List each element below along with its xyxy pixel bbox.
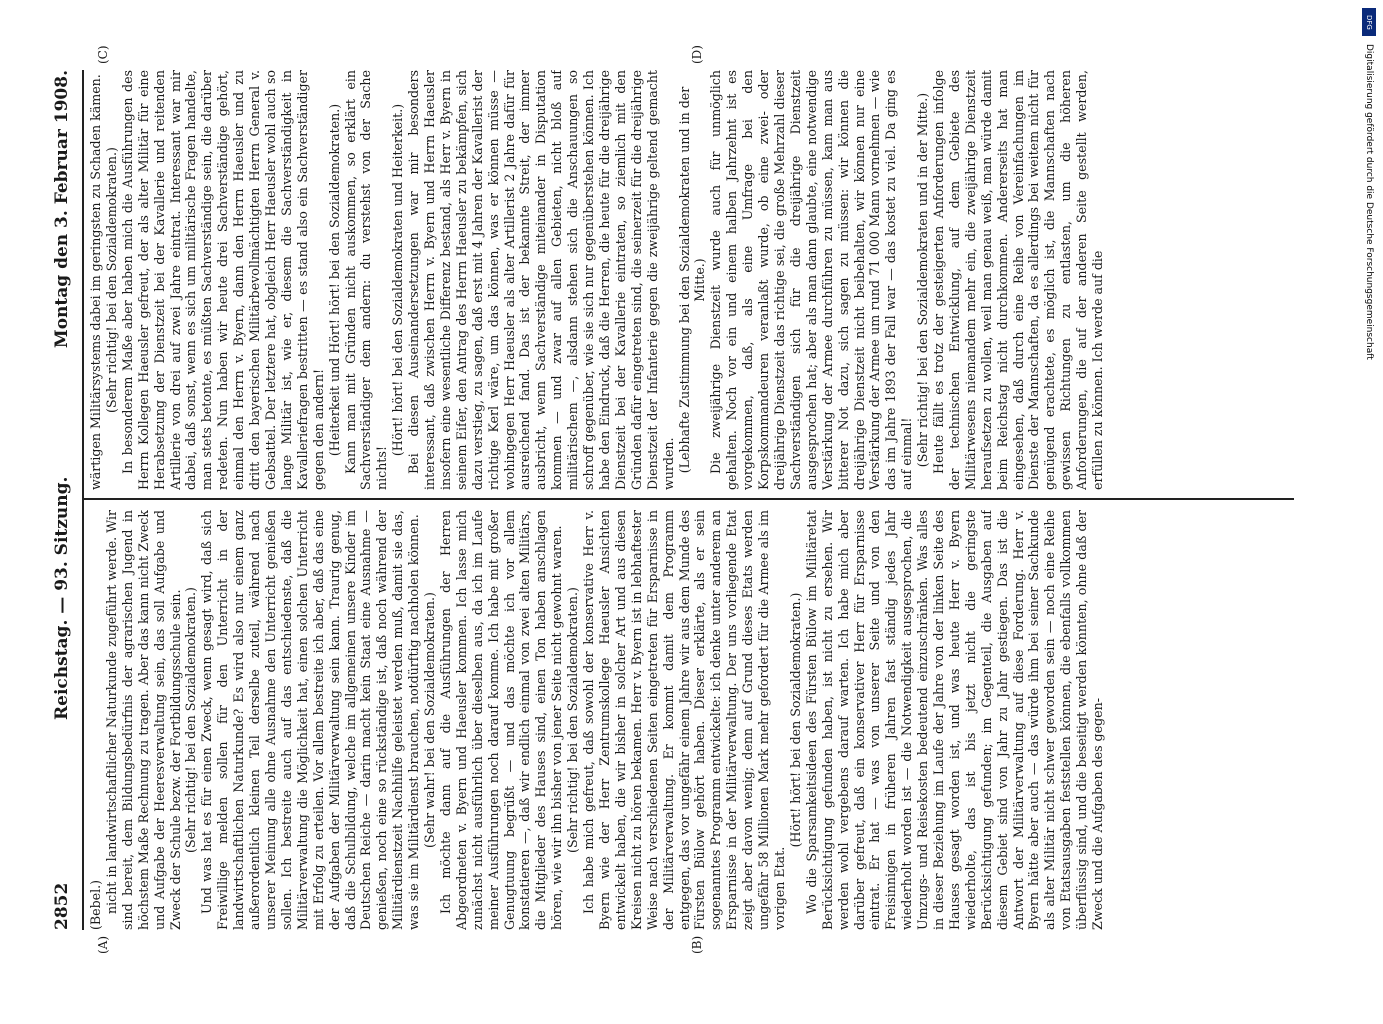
header-title-left: Reichstag. — 93. Sitzung. — [52, 476, 72, 720]
interjection: (Sehr richtig! bei den Sozialdemokraten.) — [183, 587, 199, 853]
text-column-right — [88, 70, 1288, 490]
header-title-right: Montag den 3. Februar 1908. — [52, 70, 72, 349]
margin-mark-d: (D) — [690, 45, 704, 64]
paragraph: Die zweijährige Dienstzeit wurde auch für unmöglich gehalten. Noch vor ein und einem halben Jahrzehnt ist es vorgekommen, daß, als eine Umfrage bei den Korpskommandeuren veranlaßt wurde, ob eine zwei- oder dreijährige Dienstzeit das richtige sei, die große Mehrzahl dieser Sachverständigen sich für die dreijährige Dienstzeit ausgesprochen hat; aber als man dann glaubte, eine notwendige Verstärkung der Armee durchführen zu müssen, kam man aus bitterer Not dazu, sich sagen zu müssen: wir können die dreijährige Dienstzeit nicht beibehalten, wir können nur eine Verstärkung der Armee um rund 71 000 Mann vornehmen — wie das im Jahre 1893 der Fall war — das kostet zu viel. Da ging es auf einmal! — [708, 70, 915, 490]
interjection: (Lebhafte Zustimmung bei den Sozialdemokraten und in der Mitte.) — [676, 86, 708, 474]
interjection: (Heiterkeit und Hört! hört! bei den Sozialdemokraten.) — [326, 103, 342, 457]
paragraph: Heute fällt es trotz der gesteigerten Anforderungen infolge der technischen Entwicklung, auf dem Gebiete des Militärwesens niemandem mehr ein, die zweijährige Dienstzeit heraufsetzen zu wollen, weil man genau weiß, man würde damit beim Reichstag nicht durchkommen. Andererseits hat man eingesehen, daß durch eine Reihe von Vereinfachungen im Dienste der Mannschaften, da es allerdings bei weitem nicht für genügend erachtete, es möglich ist, die Mannschaften nach gewissen Richtungen zu entlasten, um die höheren Anforderungen, die auf der anderen Seite gestellt werden, erfüllen zu können. Ich werde auf die — [931, 70, 1106, 490]
paragraph: nicht in landwirtschaftlicher Naturkunde zugeführt werde. Wir sind bereit, dem Bildungsbedürfnis der agrarischen Jugend in höchstem Maße Rechnung zu tragen. Aber das kann nicht Zweck und Aufgabe der Heeresverwaltung sein, das soll Aufgabe und Zweck der Schule bezw. der Fortbildungsschule sein. — [103, 510, 183, 930]
paragraph: In besonderem Maße aber haben mich die Ausführungen des Herrn Kollegen Haeusler gefreut, der als alter Militär für eine Herabsetzung der Dienstzeit bei der Kavallerie und reitenden Artillerie von drei auf zwei Jahre eintrat. Interessant war mir dabei, daß sonst, wenn es sich um militärische Fragen handelte, man stets betonte, es müßten Sachverständige sein, die darüber redeten. Nun haben wir heute drei Sachverständige gehört, einmal den Herrn v. Byern, dann den Herrn Haeusler und zu dritt den bayerischen Militärbevollmächtigten Herrn General v. Gebsattel. Der letztere hat, obgleich Herr Haeusler wohl auch so lange Militär ist, wie er, diesem die Sachverständigkeit in Kavalleriefragen bestritten — es stand also ein Sachverständiger gegen den andern! — [119, 70, 326, 490]
speaker-label: (Bebel.) — [88, 879, 103, 930]
interjection: (Hört! hört! bei den Sozialdemokraten.) — [787, 592, 803, 848]
paragraph: Kann man mit Gründen nicht auskommen, so erklärt ein Sachverständiger dem andern: du verstehst von der Sache nichts! — [342, 70, 390, 490]
interjection: (Hört! hört! bei den Sozialdemokraten und Heiterkeit.) — [390, 103, 406, 457]
funding-sidenote-text: Digitalisierung gefördert durch die Deutsche Forschungsgemeinschaft — [1364, 44, 1374, 360]
margin-mark-c: (C) — [96, 45, 110, 64]
interjection: (Sehr richtig! bei den Sozialdemokraten.) — [103, 147, 119, 413]
column-divider — [84, 498, 1294, 500]
page-header — [52, 70, 78, 930]
paragraph: Bei diesen Auseinandersetzungen war mir besonders interessant, daß zwischen Herrn v. Byern und Herrn Haeusler insofern eine wesentliche Differenz bestand, als Herr v. Byern in seinem Eifer, den Antrag des Herrn Haeusler zu bekämpfen, sich dazu verstieg, zu sagen, daß erst mit 4 Jahren der Kavallerist der richtige Kerl wäre, um das können, was er können müsse — wohingegen Herr Haeusler als alter Artillerist 2 Jahre dafür für ausreichend fand. Das ist der bekannte Streit, der immer ausbricht, wenn Sachverständige miteinander in Disputation kommen — und zwar auf allen Gebieten, nicht bloß auf militärischem —, alsdann stehen sich die Anschauungen so schroff gegenüber, wie sie sich nur gegenüberstehen können. Ich habe den Eindruck, daß die Herren, die heute für die dreijährige Dienstzeit bei der Kavallerie eintraten, so ziemlich mit den Gründen dafür eingetreten sind, die seinerzeit für die dreijährige Dienstzeit der Infanterie gegen die zweijährige geltend gemacht wurden. — [406, 70, 676, 490]
dfg-logo: DFG — [1362, 8, 1376, 36]
paragraph: Ich habe mich gefreut, daß sowohl der konservative Herr v. Byern wie der Herr Zentrumskollege Haeusler Ansichten entwickelt haben, die wir bisher in solcher Art und aus diesen Kreisen nicht zu hören bekamen. Herr v. Byern ist in lebhaftester Weise nach verschiedenen Seiten eingetreten für Ersparnisse in der Militärverwaltung. Er kommt damit dem Programm entgegen, das vor ungefähr einem Jahre wir aus dem Munde des Fürsten Bülow gehört haben. Dieser erklärte, als er sein sogenanntes Programm entwickelte: ich denke unter anderem an Ersparnisse in der Militärverwaltung. Der uns vorliegende Etat zeigt aber davon wenig; denn auf Grund dieses Etats werden ungefähr 58 Millionen Mark mehr gefordert für die Armee als im vorigen Etat. — [581, 510, 787, 930]
funding-sidenote — [1360, 44, 1376, 990]
margin-mark-b: (B) — [690, 935, 704, 954]
interjection: (Sehr wahr! bei den Sozialdemokraten.) — [422, 592, 438, 848]
interjection: (Sehr richtig! bei den Sozialdemokraten.) — [565, 587, 581, 853]
paragraph: Ich möchte dann auf die Ausführungen der Herren Abgeordneten v. Byern und Haeusler kommen. Ich lasse mich zunächst nicht ausführlich über dieselben aus, da ich im Laufe meiner Ausführungen noch darauf komme. Ich habe mit großer Genugtuung begrüßt — und das möchte ich vor allem konstatieren —, daß wir endlich einmal von zwei alten Militärs, die Mitglieder des Hauses sind, einen Ton haben anschlagen hören, wie wir ihn bisher von jener Seite nicht gewohnt waren. — [437, 510, 565, 930]
paragraph: wärtigen Militärsystems dabei im geringsten zu Schaden kämen. — [88, 74, 103, 490]
paragraph: Wo die Sparsamkeitsideen des Fürsten Bülow im Militäretat Berücksichtigung gefunden haben, ist nicht zu ersehen. Wir werden wohl vergebens darauf warten. Ich habe mich aber darüber gefreut, daß ein konservativer Herr für Ersparnisse eintrat. Er hat — was von unserer Seite und von den Freisinnigen in früheren Jahren fast ständig jedes Jahr wiederholt worden ist — die Notwendigkeit ausgesprochen, die Umzugs- und Reisekosten bedeutend einzuschränken. Was alles in dieser Beziehung im Laufe der Jahre von der linken Seite des Hauses gesagt worden ist, und was heute Herr v. Byern wiederholte, das ist bis jetzt nicht die geringste Berücksichtigung gefunden; im Gegenteil, die Ausgaben auf diesem Gebiet sind von Jahr zu Jahr gestiegen. Das ist die Antwort der Militärverwaltung auf diese Forderung. Herr v. Byern hätte aber auch — das würde ihm bei seiner Sachkunde als alter Militär nicht schwer geworden sein — noch eine Reihe von Etatsausgaben feststellen können, die ebenfalls vollkommen überflüssig sind, und die beseitigt werden könnten, ohne daß der Zweck und die Aufgaben des gegen- — [803, 510, 1106, 930]
page-number: 2852 — [52, 882, 72, 930]
header-rule — [82, 70, 84, 930]
paragraph: Und was hat es für einen Zweck, wenn gesagt wird, daß sich Freiwillige melden sollen für den Unterricht in der landwirtschaftlichen Naturkunde? Es wird also nur einem ganz außerordentlich kleinen Teil derselbe zuteil, während nach unserer Meinung alle ohne Ausnahme den Unterricht genießen sollen. Ich bestreite auch auf das entschiedenste, daß die Militärverwaltung die Möglichkeit hat, einen solchen Unterricht mit Erfolg zu erteilen. Vor allem bestreite ich aber, daß das eine der Aufgaben der Militärverwaltung sein kann. Traurig genug, daß die Schulbildung, welche im allgemeinen unsere Kinder im Deutschen Reiche — darin macht kein Staat eine Ausnahme — genießen, noch eine so rückständige ist, daß noch während der Militärdienstzeit Nachhilfe geleistet werden muß, damit sie das, was sie im Militärdienst brauchen, notdürftig nachholen können. — [199, 510, 422, 930]
margin-mark-a: (A) — [96, 935, 110, 954]
interjection: (Sehr richtig! bei den Sozialdemokraten und in der Mitte.) — [915, 92, 931, 468]
text-column-left — [88, 510, 1288, 930]
